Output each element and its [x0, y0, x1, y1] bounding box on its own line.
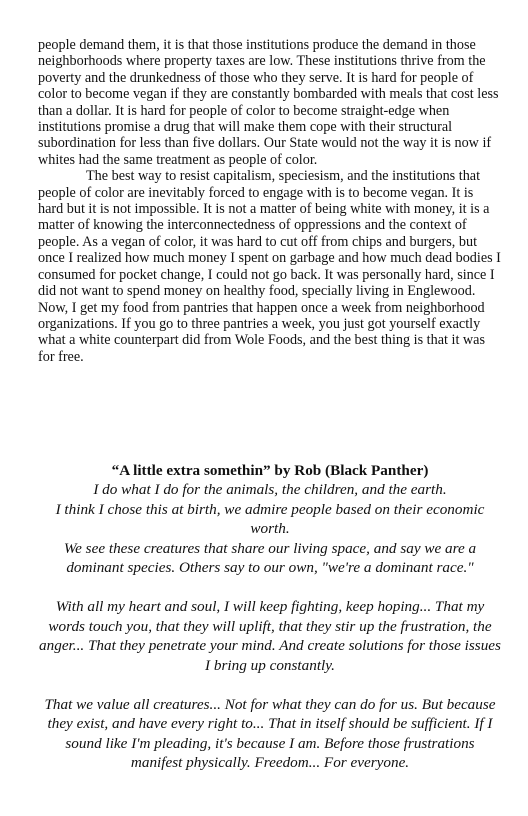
- poem-stanza: [38, 695, 502, 773]
- paragraph: The best way to resist capitalism, speciesism, and the institutions that people of color are inevitably forced to engage with is to become vegan. It is hard but it is not impossible. It is not a matter of being white with money, it is a matter of knowing the interconnectedness of oppressions and the context of people. As a vegan of color, it was hard to cut off from chips and burgers, but once I realized how much money I spent on garbage and how much dead bodies I consumed for pocket change, I could not go back. It was personally hard, since I did not want to spend money on healthy food, specially living in Englewood. Now, I get my food from pantries that happen once a week from neighborhood organizations. If you go to three pantries a week, you just got yourself exactly what a white counterpart did from Wole Foods, and the best thing is that it was for free.: [38, 168, 501, 365]
- poem-stanza: [38, 597, 502, 675]
- prose-section: [38, 37, 502, 365]
- poem-line: That we value all creatures... Not for what they can do for us. But because they exist, and have every right to... That in itself should be sufficient. If I sound like I'm pleading, it's because I am. Before those frustrations manifest physically. Freedom... For everyone.: [44, 695, 496, 771]
- poem-line: I think I chose this at birth, we admire people based on their economic worth.: [55, 500, 485, 537]
- poem: [38, 461, 502, 773]
- essay-body: [38, 37, 502, 365]
- paragraph: people demand them, it is that those institutions produce the demand in those neighborhoods where property taxes are low. These institutions thrive from the poverty and the drunkedness of those who they serve. It is hard for people of color to become vegan if they are constantly bombarded with meals that cost less than a dollar. It is hard for people of color to become straight-edge when institutions promise a drug that will make them cope with their structural subordination for less than five dollars. Our State would not the way it is now if whites had the same treatment as people of color.: [38, 37, 499, 168]
- poem-line: With all my heart and soul, I will keep fighting, keep hoping... That my words touch you, that they will uplift, that they stir up the frustration, the anger... That they penetrate your mind. And create solutions for those issues I bring up constantly.: [39, 598, 501, 674]
- poem-title: “A little extra somethin” by Rob (Black Panther): [111, 462, 429, 479]
- poem-stanza: [38, 480, 502, 578]
- poem-line: I do what I do for the animals, the children, and the earth.: [93, 481, 447, 498]
- poem-line: We see these creatures that share our living space, and say we are a dominant species. Others say to our own, "we're a dominant race.": [63, 539, 477, 576]
